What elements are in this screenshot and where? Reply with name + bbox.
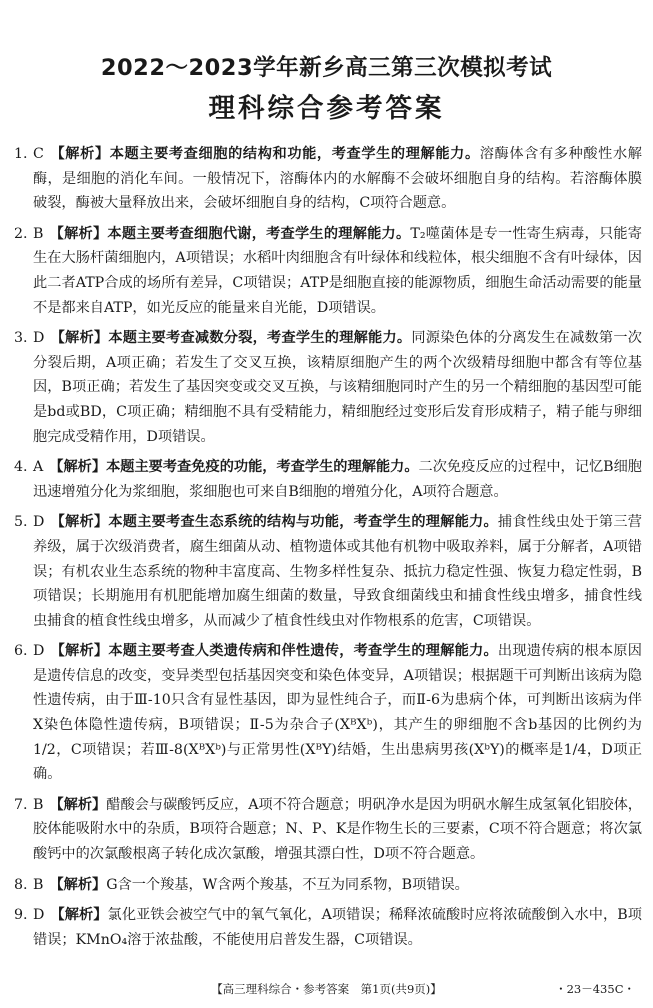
answer-choice: D — [33, 907, 45, 924]
answer-number: 4. — [14, 459, 28, 476]
analysis-tag: 【解析】 — [49, 146, 110, 162]
answer-choice: B — [33, 796, 44, 813]
answer-item — [14, 142, 642, 216]
answer-item — [14, 326, 642, 449]
analysis-body: 出现遗传病的根本原因是遗传信息的改变，变异类型包括基因突变和染色体变异，A项错误；根据题干可判断出该病为隐性遗传病，由于Ⅲ-10只含有显性基因，即为显性纯合子，而Ⅱ-6为患病个体，可判断出该病为伴X染色体隐性遗传病，B项错误；Ⅱ-5为杂合子(XᴮXᵇ)，其产生的卵细胞不含b基因的比例约为1/2，C项错误；若Ⅲ-8(XᴮXᵇ)与正常男性(XᴮY)结婚，生出患病男孩(XᵇY)的概率是1/4，D项正确。 — [33, 643, 642, 783]
footer-page-info: 【高三理科综合・参考答案 第1页(共9页)】 — [211, 982, 442, 996]
analysis-tag: 【解析】 — [50, 330, 109, 347]
analysis-body: T₂噬菌体是专一性寄生病毒，只能寄生在大肠杆菌细胞内，A项错误；水稻叶肉细胞含有叶绿体和线粒体，根尖细胞不含有叶绿体，因此二者ATP合成的场所有差异，C项错误；ATP是细胞直接的能源物质，细胞生命活动需要的能量不是都来自ATP，如光反应的能量来自光能，D项错误。 — [33, 225, 642, 316]
answer-number: 3. — [14, 330, 28, 347]
answer-item — [14, 639, 642, 787]
analysis-body: 同源染色体的分离发生在减数第一次分裂后期，A项正确；若发生了交叉互换，该精原细胞产生的两个次级精母细胞中都含有等位基因，B项正确；若发生了基因突变或交叉互换，与该精细胞同时产生的另一个精细胞的基因型可能是bd或BD，C项正确；精细胞不具有受精能力，精细胞经过变形后发育形成精子，精子能与卵细胞完成受精作用，D项错误。 — [33, 330, 642, 445]
answer-number: 7. — [14, 796, 28, 813]
footer-paper-code: ・23－435C・ — [555, 982, 635, 996]
answer-item — [14, 510, 642, 633]
answer-item — [14, 793, 642, 867]
answer-number: 9. — [14, 907, 28, 924]
page-footer — [0, 978, 653, 1000]
analysis-body: 醋酸会与碳酸钙反应，A项不符合题意；明矾净水是因为明矾水解生成氢氧化铝胶体，胶体能吸附水中的杂质，B项符合题意；N、P、K是作物生长的三要素，C项不符合题意；将次氯酸钙中的次氯酸根离子转化成次氯酸，增强其漂白性，D项不符合题意。 — [33, 796, 642, 863]
answer-list — [14, 142, 642, 958]
exam-title: 2022～2023学年新乡高三第三次模拟考试 — [100, 55, 553, 81]
analysis-lead: 本题主要考查人类遗传病和伴性遗传，考查学生的理解能力。 — [108, 643, 498, 660]
analysis-tag: 【解析】 — [50, 643, 109, 660]
analysis-tag: 【解析】 — [49, 459, 107, 476]
analysis-tag: 【解析】 — [50, 514, 109, 531]
answer-item — [14, 455, 642, 504]
answer-number: 6. — [14, 643, 28, 660]
answer-number: 8. — [14, 876, 28, 893]
analysis-lead: 本题主要考查细胞代谢，考查学生的理解能力。 — [107, 225, 411, 242]
answer-choice: B — [33, 876, 44, 893]
answer-number: 1. — [14, 146, 28, 162]
analysis-body: G含一个羧基，W含两个羧基，不互为同系物，B项错误。 — [106, 876, 469, 893]
analysis-lead: 本题主要考查免疫的功能，考查学生的理解能力。 — [106, 459, 419, 476]
analysis-tag: 【解析】 — [49, 225, 108, 242]
answer-item — [14, 903, 642, 952]
answer-number: 2. — [14, 225, 28, 242]
answer-choice: D — [33, 330, 45, 347]
analysis-body: 捕食性线虫处于第三营养级，属于次级消费者，腐生细菌从动、植物遗体或其他有机物中吸取养料，属于分解者，A项错误；有机农业生态系统的物种丰富度高、生物多样性复杂、抵抗力稳定性强、恢复力稳定性弱，B项错误；长期施用有机肥能增加腐生细菌的数量，导致食细菌线虫和捕食性线虫增多，捕食性线虫捕食的植食性线虫增多，从而减少了植食性线虫对作物根系的危害，C项错误。 — [33, 514, 642, 629]
answer-choice: B — [33, 225, 44, 242]
answer-choice: D — [33, 514, 45, 531]
answer-number: 5. — [14, 514, 28, 531]
analysis-body: 氯化亚铁会被空气中的氧气氧化，A项错误；稀释浓硫酸时应将浓硫酸倒入水中，B项错误；KMnO₄溶于浓盐酸，不能使用启普发生器，C项错误。 — [33, 907, 642, 948]
analysis-tag: 【解析】 — [50, 907, 108, 924]
analysis-lead: 本题主要考查生态系统的结构与功能，考查学生的理解能力。 — [108, 514, 498, 531]
answer-choice: A — [33, 459, 44, 476]
document-subtitle: 理科综合参考答案 — [208, 93, 445, 124]
analysis-body: 二次免疫反应的过程中，记忆B细胞迅速增殖分化为浆细胞，浆细胞也可来自B细胞的增殖分化，A项符合题意。 — [33, 459, 642, 500]
answer-item — [14, 222, 642, 320]
answer-item — [14, 873, 642, 898]
analysis-lead: 本题主要考查减数分裂，考查学生的理解能力。 — [108, 330, 412, 347]
answer-choice: D — [33, 643, 45, 660]
analysis-tag: 【解析】 — [49, 796, 107, 813]
analysis-body: 溶酶体含有多种酸性水解酶，是细胞的消化车间。一般情况下，溶酶体内的水解酶不会破坏细胞自身的结构。若溶酶体膜破裂，酶被大量释放出来，会破坏细胞自身的结构，C项符合题意。 — [33, 146, 642, 212]
analysis-lead: 本题主要考查细胞的结构和功能，考查学生的理解能力。 — [109, 146, 480, 162]
answer-choice: C — [33, 146, 44, 162]
analysis-tag: 【解析】 — [49, 876, 107, 893]
